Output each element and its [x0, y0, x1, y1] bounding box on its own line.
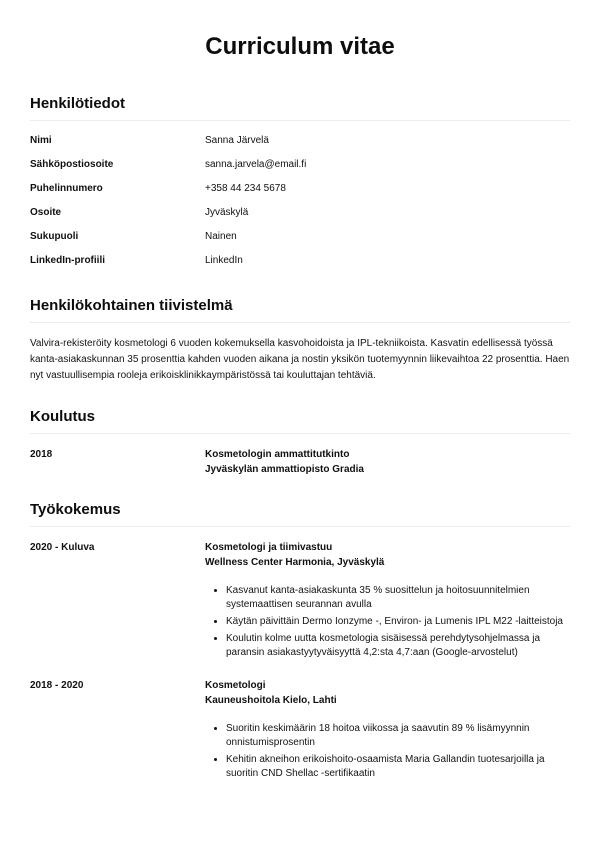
- experience-entry-previous: [30, 678, 570, 781]
- field-row-email: [30, 153, 570, 177]
- bullet-item: • Suoritin keskimäärin 18 hoitoa viikossa ja saavutin 89 % lisämyynnin onnistumisprosentin: [226, 722, 570, 750]
- section-education: [30, 408, 570, 477]
- section-summary: [30, 297, 570, 384]
- bullet-item: • Kasvanut kanta-asiakaskunta 35 % suosittelun ja hoitosuunnitelmien systemaattisen seurannan avulla: [226, 584, 570, 612]
- entry-period: 2018 - 2020: [30, 680, 84, 691]
- linkedin-profile-value: LinkedIn: [205, 255, 243, 266]
- entry-title: Kosmetologin ammattitutkinto: [205, 449, 350, 460]
- entry-period: 2018: [30, 449, 53, 460]
- entry-main: [205, 447, 570, 477]
- experience-entry-current: [30, 540, 570, 660]
- entry-title: Kosmetologi: [205, 680, 266, 691]
- entry-bullet-list: [205, 722, 570, 781]
- bullet-item: • Käytän päivittäin Dermo Ionzyme -, Environ- ja Lumenis IPL M22 -laitteistoja: [226, 615, 570, 629]
- field-row-address: [30, 201, 570, 225]
- section-experience: [30, 501, 570, 781]
- section-heading-summary: Henkilökohtainen tiivistelmä: [30, 297, 570, 323]
- personal-info-fields: [30, 121, 570, 273]
- section-heading-personal-info: Henkilötiedot: [30, 95, 570, 121]
- field-label: Nimi: [30, 135, 52, 146]
- entry-subtitle: Kauneushoitola Kielo, Lahti: [205, 695, 337, 706]
- education-entry: [30, 447, 570, 477]
- section-personal-info: [30, 95, 570, 273]
- field-value: Jyväskylä: [205, 207, 249, 218]
- field-value: +358 44 234 5678: [205, 183, 286, 194]
- page-title: Curriculum vitae: [205, 33, 395, 60]
- field-label: Puhelinnumero: [30, 183, 103, 194]
- field-row-linkedin: [30, 249, 570, 273]
- entry-main: [205, 678, 570, 781]
- field-row-phone: [30, 177, 570, 201]
- field-value: Nainen: [205, 231, 237, 242]
- field-label: Osoite: [30, 207, 62, 218]
- field-row-name: [30, 129, 570, 153]
- field-value: sanna.jarvela@email.fi: [205, 159, 307, 170]
- summary-text: Valvira-rekisteröity kosmetologi 6 vuoden kokemuksella kasvohoidoista ja IPL-tekniikoista. Kasvatin edellisessä työssä kanta-asiakaskunnan 35 prosenttia kahden vuoden aikana ja nostin yksikön tuotemyynnin liikevaihtoa 22 prosenttia. Haen nyt vastuullisempia rooleja erikoisklinikkaympäristössä tai kouluttajan tehtäviä.: [30, 338, 570, 381]
- entry-subtitle: Jyväskylän ammattiopisto Gradia: [205, 464, 364, 475]
- section-heading-education: Koulutus: [30, 408, 570, 434]
- section-heading-experience: Työkokemus: [30, 501, 570, 527]
- bullet-item: • Kehitin akneihon erikoishoito-osaamista Maria Gallandin tuotesarjoilla ja suoritin CND Shellac -sertifikaatin: [226, 753, 570, 781]
- field-value: Sanna Järvelä: [205, 135, 269, 146]
- field-label: LinkedIn-profiili: [30, 255, 105, 266]
- entry-subtitle: Wellness Center Harmonia, Jyväskylä: [205, 557, 385, 568]
- field-row-gender: [30, 225, 570, 249]
- entry-main: [205, 540, 570, 660]
- field-label: Sähköpostiosoite: [30, 159, 114, 170]
- entry-title: Kosmetologi ja tiimivastuu: [205, 542, 333, 553]
- entry-period: 2020 - Kuluva: [30, 542, 95, 553]
- bullet-item: • Koulutin kolme uutta kosmetologia sisäisessä perehdytysohjelmassa ja paransin asiakastyytyväisyyttä 4,2:sta 4,7:aan (Google-arvostelut): [226, 632, 570, 660]
- field-label: Sukupuoli: [30, 231, 79, 242]
- entry-bullet-list: [205, 584, 570, 660]
